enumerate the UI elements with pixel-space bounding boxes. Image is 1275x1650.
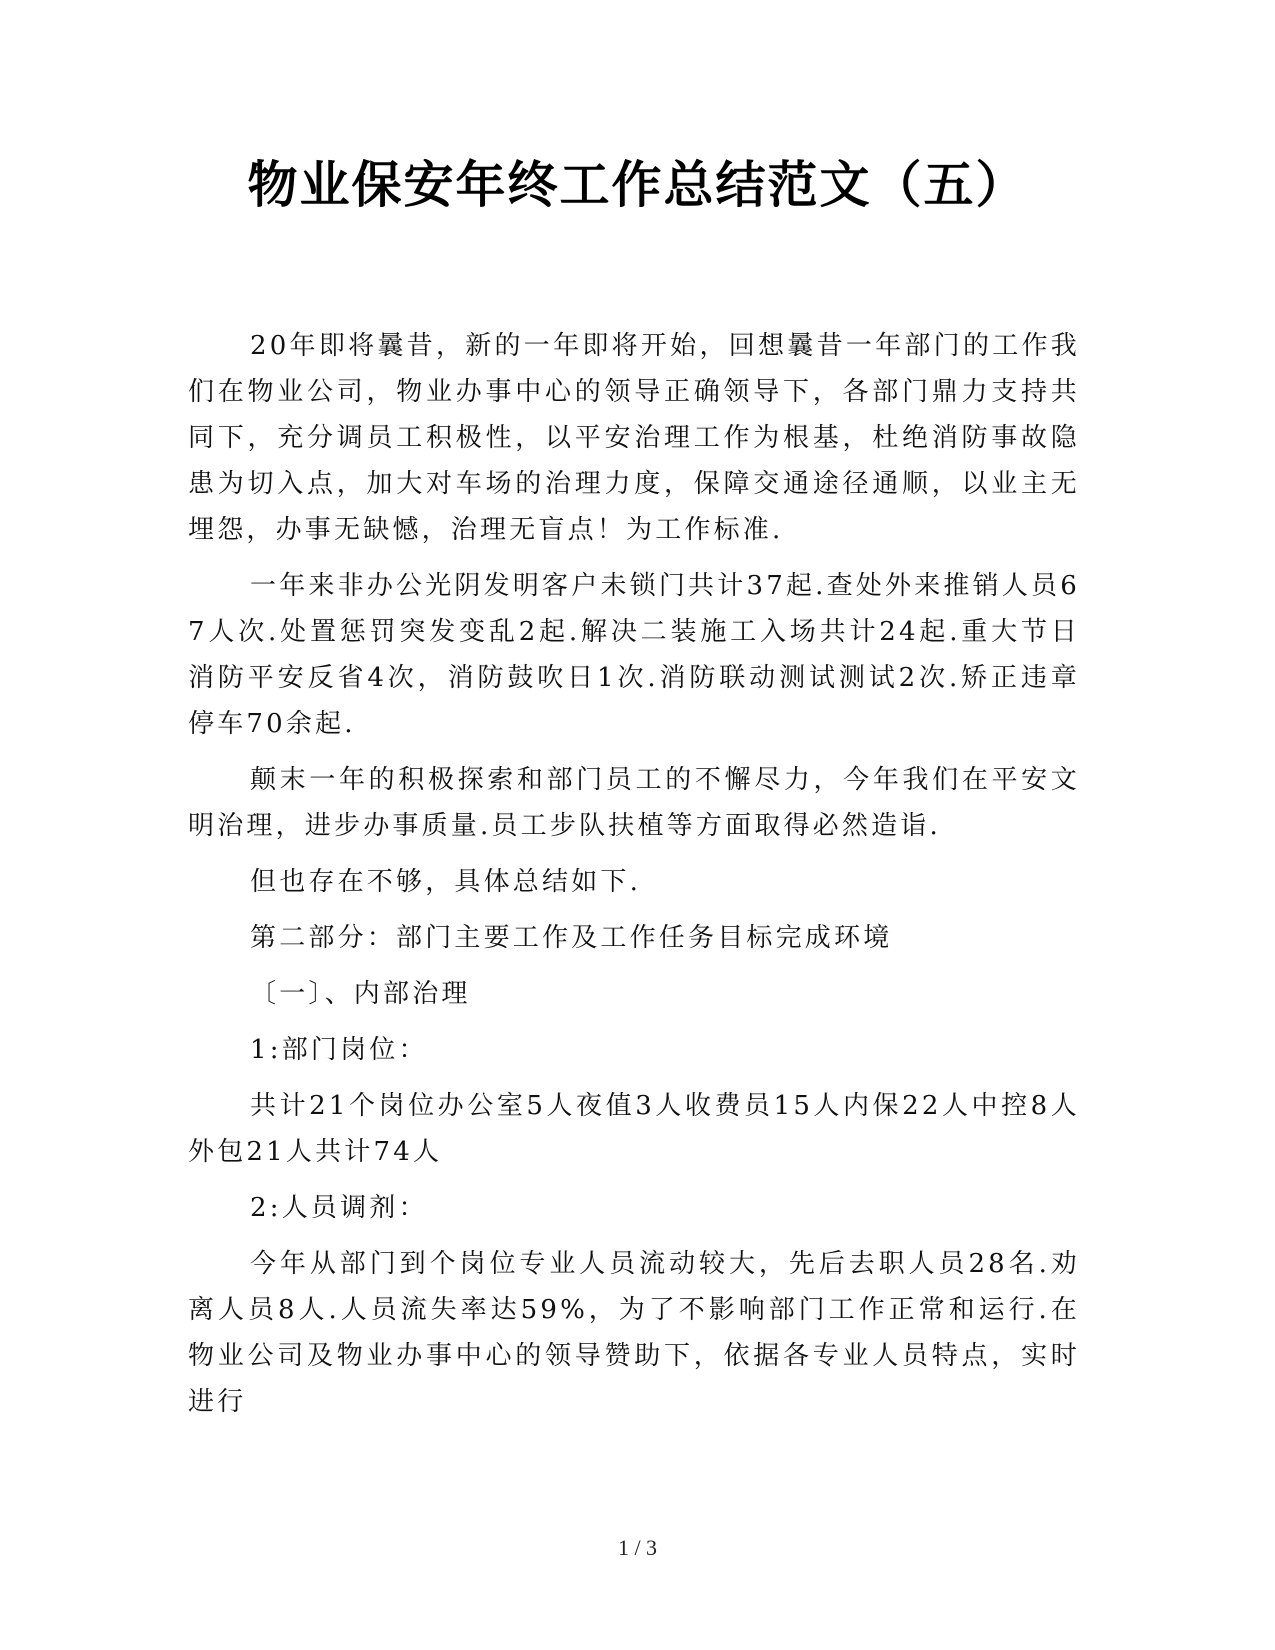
section-heading-part-two: 第二部分：部门主要工作及工作任务目标完成环境 — [250, 923, 893, 953]
subsection-heading-internal: 〔一〕、内部治理 — [250, 979, 471, 1009]
paragraph-staffing: 今年从部门到个岗位专业人员流动较大，先后去职人员28名.劝离人员8人.人员流失率达59%，为了不影响部门工作正常和运行.在物业公司及物业办事中心的领导赞助下，依据各专业人员特点，实时进行 — [188, 1249, 1080, 1417]
paragraph-statistics: 一年来非办公光阴发明客户未锁门共计37起.查处外来推销人员67人次.处置惩罚突发变乱2起.解决二装施工入场共计24起.重大节日消防平安反省4次，消防鼓吹日1次.消防联动测试测试2次.矫正违章停车70余起. — [188, 571, 1080, 739]
paragraph-intro: 20年即将曩昔，新的一年即将开始，回想曩昔一年部门的工作我们在物业公司，物业办事中心的领导正确领导下，各部门鼎力支持共同下，充分调员工积极性，以平安治理工作为根基，杜绝消防事故隐患为切入点，加大对车场的治理力度，保障交通途径通顺，以业主无埋怨，办事无缺憾，治理无盲点！为工作标准. — [188, 331, 1080, 545]
page-number: 1 / 3 — [617, 1535, 658, 1560]
document-body — [188, 323, 1080, 1435]
paragraph-shortcomings: 但也存在不够，具体总结如下. — [250, 867, 642, 897]
paragraph-positions: 共计21个岗位办公室5人夜值3人收费员15人内保22人中控8人外包21人共计74人 — [188, 1091, 1080, 1167]
paragraph-achievements: 颠末一年的积极探索和部门员工的不懈尽力，今年我们在平安文明治理，进步办事质量.员工步队扶植等方面取得必然造诣. — [188, 765, 1080, 841]
item-heading-staffing: 2:人员调剂： — [250, 1193, 428, 1223]
item-heading-positions: 1:部门岗位： — [250, 1035, 428, 1065]
document-title: 物业保安年终工作总结范文（五） — [247, 156, 1028, 214]
